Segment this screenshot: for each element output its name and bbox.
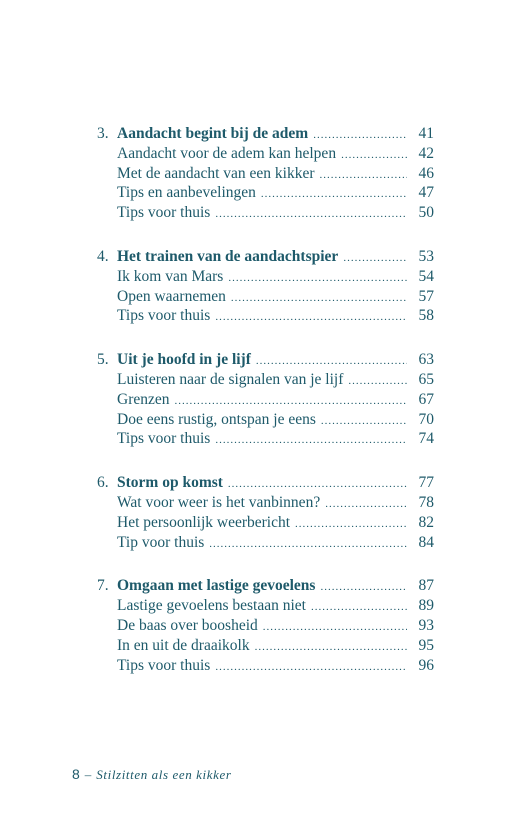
page-number: 47 xyxy=(418,184,434,202)
toc-entry[interactable] xyxy=(97,267,434,287)
page-number: 42 xyxy=(418,144,434,162)
page-number: 53 xyxy=(418,247,434,265)
page-number: 57 xyxy=(418,287,434,305)
entry-title: Lastige gevoelens bestaan niet xyxy=(117,597,306,615)
dot-leader xyxy=(295,515,407,535)
toc-entry[interactable] xyxy=(97,164,434,184)
dot-leader xyxy=(320,578,407,598)
page-number: 89 xyxy=(418,597,434,615)
entry-title: Tips voor thuis xyxy=(117,307,211,325)
toc-entry[interactable] xyxy=(97,390,434,410)
dot-leader xyxy=(263,618,407,638)
dot-leader xyxy=(215,205,407,225)
toc-entry[interactable] xyxy=(97,636,434,656)
dot-leader xyxy=(325,495,407,515)
toc-entry[interactable] xyxy=(97,493,434,513)
entry-title: De baas over boosheid xyxy=(117,616,258,634)
toc-chapter-heading[interactable] xyxy=(97,124,434,144)
toc-chapter-heading[interactable] xyxy=(97,576,434,596)
entry-title: Tip voor thuis xyxy=(117,533,205,551)
entry-title: Grenzen xyxy=(117,390,170,408)
toc-chapter-7 xyxy=(97,576,434,675)
toc-chapter-heading[interactable] xyxy=(97,247,434,267)
page-footer xyxy=(72,766,232,783)
dot-leader xyxy=(311,598,407,618)
entry-title: Met de aandacht van een kikker xyxy=(117,164,315,182)
dot-leader xyxy=(313,126,407,146)
dot-leader xyxy=(228,269,407,289)
toc-entry[interactable] xyxy=(97,144,434,164)
entry-title: Tips voor thuis xyxy=(117,656,211,674)
page-number: 46 xyxy=(418,164,434,182)
toc-chapter-5 xyxy=(97,350,434,449)
dot-leader xyxy=(231,289,407,309)
entry-title: Doe eens rustig, ontspan je eens xyxy=(117,410,316,428)
footer-page-number: 8 xyxy=(72,766,80,782)
toc-entry[interactable] xyxy=(97,533,434,553)
dot-leader xyxy=(215,431,407,451)
table-of-contents xyxy=(97,124,434,699)
toc-entry[interactable] xyxy=(97,183,434,203)
page-number: 65 xyxy=(418,370,434,388)
chapter-number: 4. xyxy=(97,247,109,265)
dot-leader xyxy=(348,372,407,392)
page-number: 58 xyxy=(418,307,434,325)
dot-leader xyxy=(215,658,407,678)
page-number: 82 xyxy=(418,513,434,531)
page-number: 78 xyxy=(418,493,434,511)
entry-title: Tips voor thuis xyxy=(117,430,211,448)
page-number: 96 xyxy=(418,656,434,674)
toc-entry[interactable] xyxy=(97,370,434,390)
dot-leader xyxy=(341,146,407,166)
toc-entry[interactable] xyxy=(97,616,434,636)
entry-title: Tips voor thuis xyxy=(117,204,211,222)
toc-chapter-heading[interactable] xyxy=(97,350,434,370)
page-number: 84 xyxy=(418,533,434,551)
page-number: 67 xyxy=(418,390,434,408)
toc-entry[interactable] xyxy=(97,306,434,326)
entry-title: In en uit de draaikolk xyxy=(117,636,250,654)
toc-chapter-4 xyxy=(97,247,434,326)
page-number: 87 xyxy=(418,577,434,595)
chapter-title: Storm op komst xyxy=(117,474,223,492)
dot-leader xyxy=(320,166,407,186)
chapter-number: 3. xyxy=(97,125,109,142)
page-number: 63 xyxy=(418,351,434,369)
dot-leader xyxy=(321,412,407,432)
toc-entry[interactable] xyxy=(97,656,434,676)
chapter-number: 6. xyxy=(97,474,109,492)
chapter-number: 7. xyxy=(97,577,109,595)
dot-leader xyxy=(255,638,407,658)
chapter-title: Het trainen van de aandachtspier xyxy=(117,247,339,265)
toc-entry[interactable] xyxy=(97,596,434,616)
toc-entry[interactable] xyxy=(97,203,434,223)
page-number: 41 xyxy=(418,125,434,142)
page-number: 74 xyxy=(418,430,434,448)
page-number: 54 xyxy=(418,267,434,285)
page-number: 70 xyxy=(418,410,434,428)
chapter-number: 5. xyxy=(97,351,109,369)
toc-chapter-3 xyxy=(97,124,434,223)
toc-entry[interactable] xyxy=(97,410,434,430)
toc-entry[interactable] xyxy=(97,287,434,307)
dot-leader xyxy=(261,185,407,205)
page-number: 93 xyxy=(418,616,434,634)
toc-entry[interactable] xyxy=(97,429,434,449)
footer-book-title: Stilzitten als een kikker xyxy=(96,767,232,782)
toc-chapter-heading[interactable] xyxy=(97,473,434,493)
entry-title: Wat voor weer is het vanbinnen? xyxy=(117,493,321,511)
page-number: 50 xyxy=(418,204,434,222)
chapter-title: Uit je hoofd in je lijf xyxy=(117,351,251,369)
chapter-title: Omgaan met lastige gevoelens xyxy=(117,577,316,595)
entry-title: Luisteren naar de signalen van je lijf xyxy=(117,370,344,388)
dot-leader xyxy=(215,308,407,328)
dot-leader xyxy=(209,535,407,555)
footer-separator: – xyxy=(84,767,92,782)
entry-title: Open waarnemen xyxy=(117,287,226,305)
toc-chapter-6 xyxy=(97,473,434,552)
entry-title: Tips en aanbevelingen xyxy=(117,184,256,202)
dot-leader xyxy=(343,249,407,269)
entry-title: Het persoonlijk weerbericht xyxy=(117,513,291,531)
dot-leader xyxy=(175,392,408,412)
dot-leader xyxy=(228,475,407,495)
entry-title: Aandacht voor de adem kan helpen xyxy=(117,144,337,162)
entry-title: Ik kom van Mars xyxy=(117,267,224,285)
page-number: 77 xyxy=(418,474,434,492)
toc-entry[interactable] xyxy=(97,513,434,533)
chapter-title: Aandacht begint bij de adem xyxy=(117,125,309,142)
dot-leader xyxy=(256,352,407,372)
page-number: 95 xyxy=(418,636,434,654)
